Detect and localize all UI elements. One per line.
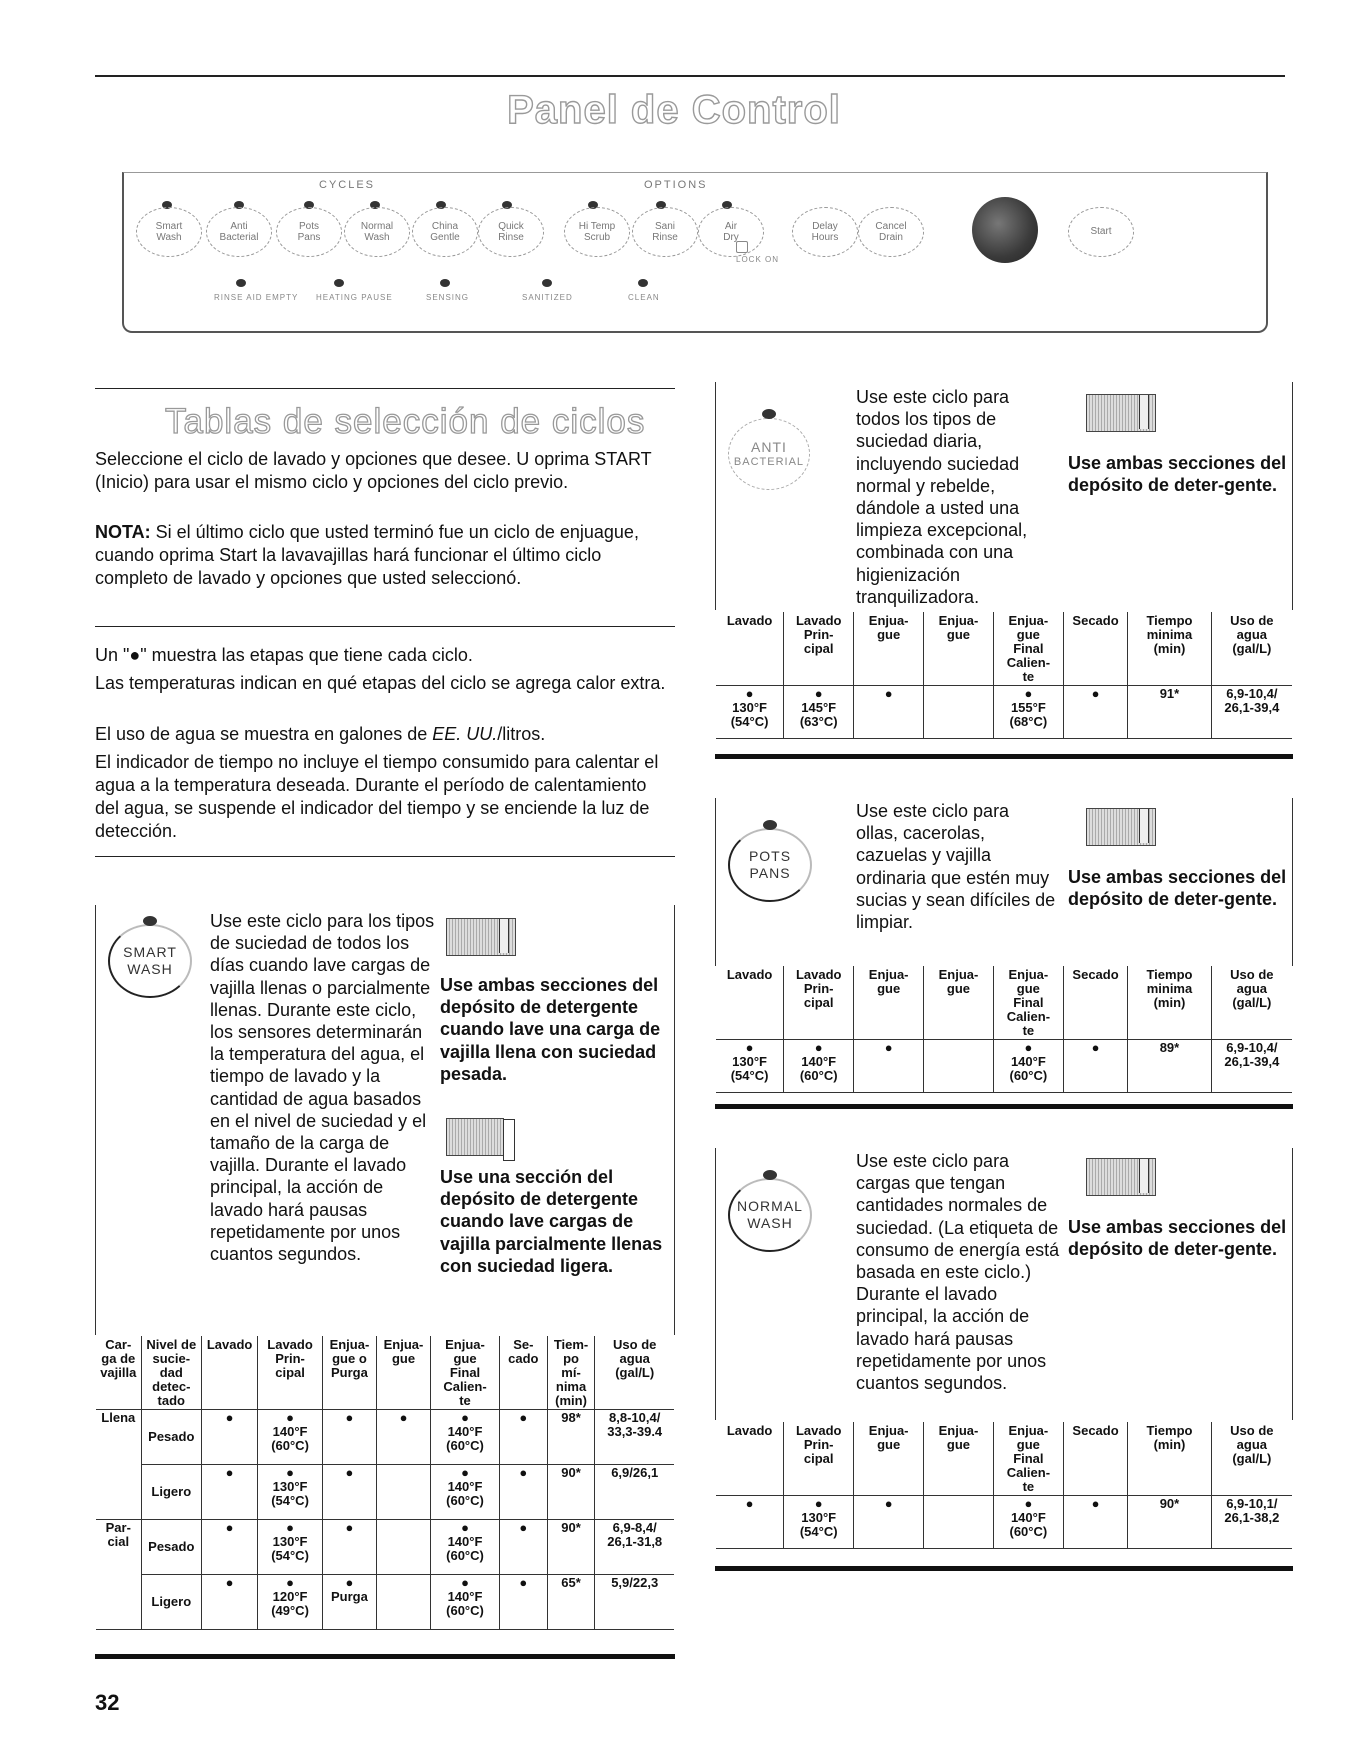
table-cell: ● Purga (322, 1575, 376, 1630)
dispenser-one-icon (446, 1118, 504, 1156)
normal-wash-icon: NORMAL WASH (728, 1178, 812, 1252)
quick-rinse-button[interactable]: Quick Rinse (478, 207, 544, 257)
table-cell: 6,9-8,4/ 26,1-31,8 (595, 1520, 674, 1575)
info-time-indicator: El indicador de tiempo no incluye el tiempo consumido para calentar el agua a la temperatura deseada. Durante el período de calentamiento del agua, se suspende el indicador del tiempo y se enciende la luz de detección. (95, 752, 659, 841)
table-cell: 6,9-10,4/ 26,1-39,4 (1224, 1040, 1280, 1069)
table-bottom-rule (95, 1654, 675, 1659)
dispenser-both-icon (1086, 394, 1156, 432)
table-cell (96, 1465, 141, 1520)
table-cell: ● (1063, 1496, 1127, 1549)
table-cell: ● (322, 1520, 376, 1575)
table-cell: ● 140°F (60°C) (431, 1465, 500, 1520)
page-number: 32 (95, 1690, 120, 1715)
table-cell: ● (1063, 1040, 1127, 1093)
table-cell: Pesado (141, 1520, 201, 1575)
table-cell: ● (854, 1496, 924, 1549)
table-cell: 90* (1128, 1496, 1211, 1549)
column-header: Enjua- gue (924, 612, 994, 686)
table-cell: ● 130°F (54°C) (784, 1496, 854, 1549)
column-header: Se- cado (499, 1336, 547, 1410)
column-header: Lavado (202, 1336, 258, 1410)
clean-label: CLEAN (628, 293, 660, 302)
info-water-usage: El uso de agua se muestra en galones de EE. UU./litros. (95, 724, 546, 744)
table-cell: 91* (1128, 686, 1211, 739)
table-cell: ● (716, 1496, 784, 1549)
sensing-label: SENSING (426, 293, 470, 302)
table-row (96, 1410, 674, 1465)
table-cell: ● (854, 686, 924, 739)
rinse-aid-empty-label: RINSE AID EMPTY (214, 293, 299, 302)
table-cell: 90* (547, 1520, 595, 1575)
cycles-caption: CYCLES (319, 179, 376, 191)
table-bottom-rule (715, 754, 1293, 759)
table-cell: ● (202, 1520, 258, 1575)
hi-temp-scrub-button[interactable]: Hi Temp Scrub (564, 207, 630, 257)
smart-wash-note-both: Use ambas secciones del depósito de detergente cuando lave una carga de vajilla llena con suciedad pesada. (440, 975, 661, 1084)
pots-pans-button[interactable]: Pots Pans (276, 207, 342, 257)
table-row (716, 1040, 1292, 1093)
dispenser-both-icon (446, 918, 516, 956)
page-title: Panel de Control (507, 88, 841, 132)
column-header: Enjua- gue Final Calien- te (431, 1336, 500, 1410)
led-indicator (542, 279, 552, 287)
air-dry-button[interactable]: Air Dry (698, 207, 764, 257)
table-cell: ● 140°F (60°C) (431, 1575, 500, 1630)
normal-wash-description: Use este ciclo para cargas que tengan cantidades normales de suciedad. (La etiqueta de consumo de energía está basada en este ciclo.) Durante el lavado principal, la acción de lavado hará pausas repetidamente por unos cuantos segundos. (856, 1151, 1060, 1394)
table-cell (96, 1575, 141, 1630)
table-cell: ● 140°F (60°C) (431, 1520, 500, 1575)
table-cell: Ligero (141, 1575, 201, 1630)
anti-bacterial-note: Use ambas secciones del depósito de deter-gente. (1068, 453, 1287, 496)
column-header: Enjua- gue Final Calien- te (993, 966, 1063, 1040)
nota-text: Si el último ciclo que usted terminó fue un ciclo de enjuague, cuando oprima Start la lavavajillas hará funcionar el último ciclo completo de lavado y opciones que usted seleccionó. (95, 522, 639, 588)
column-header: Enjua- gue (376, 1336, 430, 1410)
table-cell: ● 155°F (68°C) (993, 686, 1063, 739)
table-cell: ● (499, 1410, 547, 1465)
nota-paragraph (95, 521, 655, 590)
table-cell: ● (499, 1465, 547, 1520)
column-header: Lavado Prin- cipal (784, 1422, 854, 1496)
table-cell: ● 140°F (60°C) (258, 1410, 323, 1465)
column-header: Lavado (716, 612, 784, 686)
table-cell: ● (322, 1410, 376, 1465)
column-header: Lavado (716, 966, 784, 1040)
table-row (96, 1575, 674, 1630)
intro-paragraph: Seleccione el ciclo de lavado y opciones que desee. U oprima START (Inicio) para usar el mismo ciclo y opciones del ciclo previo. (95, 449, 652, 492)
block-border-right (1292, 1148, 1293, 1420)
column-header: Uso de agua (gal/L) (1211, 612, 1292, 686)
column-header: Nivel de sucie- dad detec- tado (141, 1336, 201, 1410)
dispenser-both-icon (1086, 1158, 1156, 1196)
table-bottom-rule (715, 1566, 1293, 1571)
china-gentle-button[interactable]: China Gentle (412, 207, 478, 257)
section-title: Tablas de selección de ciclos (165, 402, 646, 441)
table-cell: ● (499, 1520, 547, 1575)
column-header: Enjua- gue (924, 966, 994, 1040)
column-header: Tiempo minima (min) (1128, 966, 1211, 1040)
table-cell: ● 130°F (54°C) (258, 1465, 323, 1520)
table-cell (924, 1040, 994, 1093)
table-cell: ● 145°F (63°C) (784, 686, 854, 739)
sanitized-label: SANITIZED (522, 293, 573, 302)
table-cell: ● (854, 1040, 924, 1093)
table-cell: Llena (96, 1410, 141, 1465)
lock-label: LOCK ON (736, 255, 780, 264)
heating-pause-label: HEATING PAUSE (316, 293, 393, 302)
block-border-left (95, 905, 96, 1335)
table-row (716, 1496, 1292, 1549)
column-header: Enjua- gue Final Calien- te (993, 612, 1063, 686)
table-cell: Ligero (141, 1465, 201, 1520)
table-cell: ● 130°F (54°C) (716, 686, 784, 739)
table-cell: 5,9/22,3 (595, 1575, 674, 1630)
block-border-right (1292, 798, 1293, 966)
smart-wash-description: Use este ciclo para los tipos de suciedad de todos los días cuando lave cargas de vajilla llenas o parcialmente llenas. Durante este ciclo, los sensores determinarán la temperatura del agua, el tiempo de lavado y la cantidad de agua basados en el nivel de suciedad y el tamaño de la carga de vajilla. Durante el lavado principal, la acción de lavado hará pausas repetidamente por unos cuantos segundos. (210, 911, 435, 1265)
status-display-dot (972, 197, 1038, 263)
normal-wash-table (716, 1422, 1292, 1549)
table-cell: Par- cial (96, 1520, 141, 1575)
table-cell: ● 140°F (60°C) (993, 1496, 1063, 1549)
table-cell: 89* (1128, 1040, 1211, 1093)
table-bottom-rule (715, 1104, 1293, 1109)
table-cell (924, 686, 994, 739)
pots-pans-description: Use este ciclo para ollas, cacerolas, cazuelas y vajilla ordinaria que estén muy sucias y sean difíciles de limpiar. (856, 801, 1056, 933)
table-cell (376, 1465, 430, 1520)
table-cell: ● 130°F (54°C) (716, 1040, 784, 1093)
anti-bacterial-description: Use este ciclo para todos los tipos de suciedad diaria, incluyendo suciedad normal y rebelde, dándole a usted una limpieza excepcional, combinada con una higienización tranquilizadora. (856, 387, 1028, 607)
led-indicator (334, 279, 344, 287)
section-rule (95, 388, 675, 389)
pots-pans-table (716, 966, 1292, 1093)
block-border-left (715, 1148, 716, 1420)
table-cell: ● 140°F (60°C) (431, 1410, 500, 1465)
anti-bacterial-table (716, 612, 1292, 739)
table-cell: 98* (547, 1410, 595, 1465)
delay-hours-button[interactable]: Delay Hours (792, 207, 858, 257)
table-cell (376, 1575, 430, 1630)
table-cell: 6,9/26,1 (595, 1465, 674, 1520)
block-border-left (715, 798, 716, 966)
column-header: Lavado Prin- cipal (258, 1336, 323, 1410)
table-cell: ● (376, 1410, 430, 1465)
led-indicator (440, 279, 450, 287)
table-cell: 6,9-10,4/ 26,1-39,4 (1224, 686, 1280, 715)
column-header: Uso de agua (gal/L) (595, 1336, 674, 1410)
table-cell (924, 1496, 994, 1549)
info-temperature: Las temperaturas indican en qué etapas del ciclo se agrega calor extra. (95, 673, 666, 693)
table-cell (376, 1520, 430, 1575)
start-button[interactable]: Start (1068, 207, 1134, 257)
column-header: Lavado Prin- cipal (784, 966, 854, 1040)
normal-wash-note: Use ambas secciones del depósito de deter-gente. (1068, 1217, 1287, 1260)
pots-pans-icon: POTS PANS (728, 828, 812, 902)
column-header: Car- ga de vajilla (96, 1336, 141, 1410)
block-border-left (715, 382, 716, 610)
column-header: Enjua- gue (854, 612, 924, 686)
smart-wash-icon: SMART WASH (108, 924, 192, 998)
column-header: Uso de agua (gal/L) (1211, 966, 1292, 1040)
column-header: Tiempo (min) (1128, 1422, 1211, 1496)
column-header: Tiempo minima (min) (1128, 612, 1211, 686)
smart-wash-table (96, 1336, 674, 1630)
dispenser-both-icon (1086, 808, 1156, 846)
column-header: Enjua- gue Final Calien- te (993, 1422, 1063, 1496)
sani-rinse-button[interactable]: Sani Rinse (632, 207, 698, 257)
table-cell: ● 140°F (60°C) (784, 1040, 854, 1093)
anti-bacterial-icon: ANTI BACTERIAL (728, 418, 810, 490)
table-cell: ● (202, 1575, 258, 1630)
smart-wash-button[interactable]: Smart Wash (136, 207, 202, 257)
options-caption: OPTIONS (644, 179, 708, 191)
table-cell: ● (202, 1410, 258, 1465)
divider (95, 626, 675, 627)
column-header: Lavado (716, 1422, 784, 1496)
column-header: Enjua- gue (924, 1422, 994, 1496)
table-cell: Pesado (141, 1410, 201, 1465)
column-header: Tiem- po mí- nima (min) (547, 1336, 595, 1410)
table-cell: 65* (547, 1575, 595, 1630)
column-header: Secado (1063, 612, 1127, 686)
control-panel (122, 172, 1268, 333)
smart-wash-note-one: Use una sección del depósito de detergente cuando lave cargas de vajilla parcialmente llenas con suciedad ligera. (440, 1167, 663, 1276)
top-rule (95, 75, 1285, 77)
table-cell: ● (1063, 686, 1127, 739)
column-header: Enjua- gue o Purga (322, 1336, 376, 1410)
divider (95, 856, 675, 857)
pots-pans-note: Use ambas secciones del depósito de deter-gente. (1068, 867, 1287, 910)
info-dot-legend: Un "●" muestra las etapas que tiene cada ciclo. (95, 645, 473, 665)
table-cell: ● 140°F (60°C) (993, 1040, 1063, 1093)
table-row (716, 686, 1292, 739)
table-row (96, 1465, 674, 1520)
table-cell: 8,8-10,4/ 33,3-39.4 (595, 1410, 674, 1465)
table-cell: ● 120°F (49°C) (258, 1575, 323, 1630)
anti-bacterial-button[interactable]: Anti Bacterial (206, 207, 272, 257)
column-header: Lavado Prin- cipal (784, 612, 854, 686)
table-cell: ● 130°F (54°C) (258, 1520, 323, 1575)
column-header: Uso de agua (gal/L) (1211, 1422, 1292, 1496)
lock-icon (736, 241, 748, 253)
table-row (96, 1520, 674, 1575)
table-cell: ● (202, 1465, 258, 1520)
table-cell: ● (322, 1465, 376, 1520)
led-indicator (236, 279, 246, 287)
table-cell: 6,9-10,1/ 26,1-38,2 (1224, 1496, 1280, 1525)
column-header: Secado (1063, 1422, 1127, 1496)
column-header: Enjua- gue (854, 966, 924, 1040)
table-cell: ● (499, 1575, 547, 1630)
cancel-drain-button[interactable]: Cancel Drain (858, 207, 924, 257)
block-border-right (674, 905, 675, 1335)
table-cell: 90* (547, 1465, 595, 1520)
block-border-right (1292, 382, 1293, 610)
nota-label: NOTA: (95, 522, 151, 542)
column-header: Enjua- gue (854, 1422, 924, 1496)
column-header: Secado (1063, 966, 1127, 1040)
normal-wash-button[interactable]: Normal Wash (344, 207, 410, 257)
led-indicator (638, 279, 648, 287)
